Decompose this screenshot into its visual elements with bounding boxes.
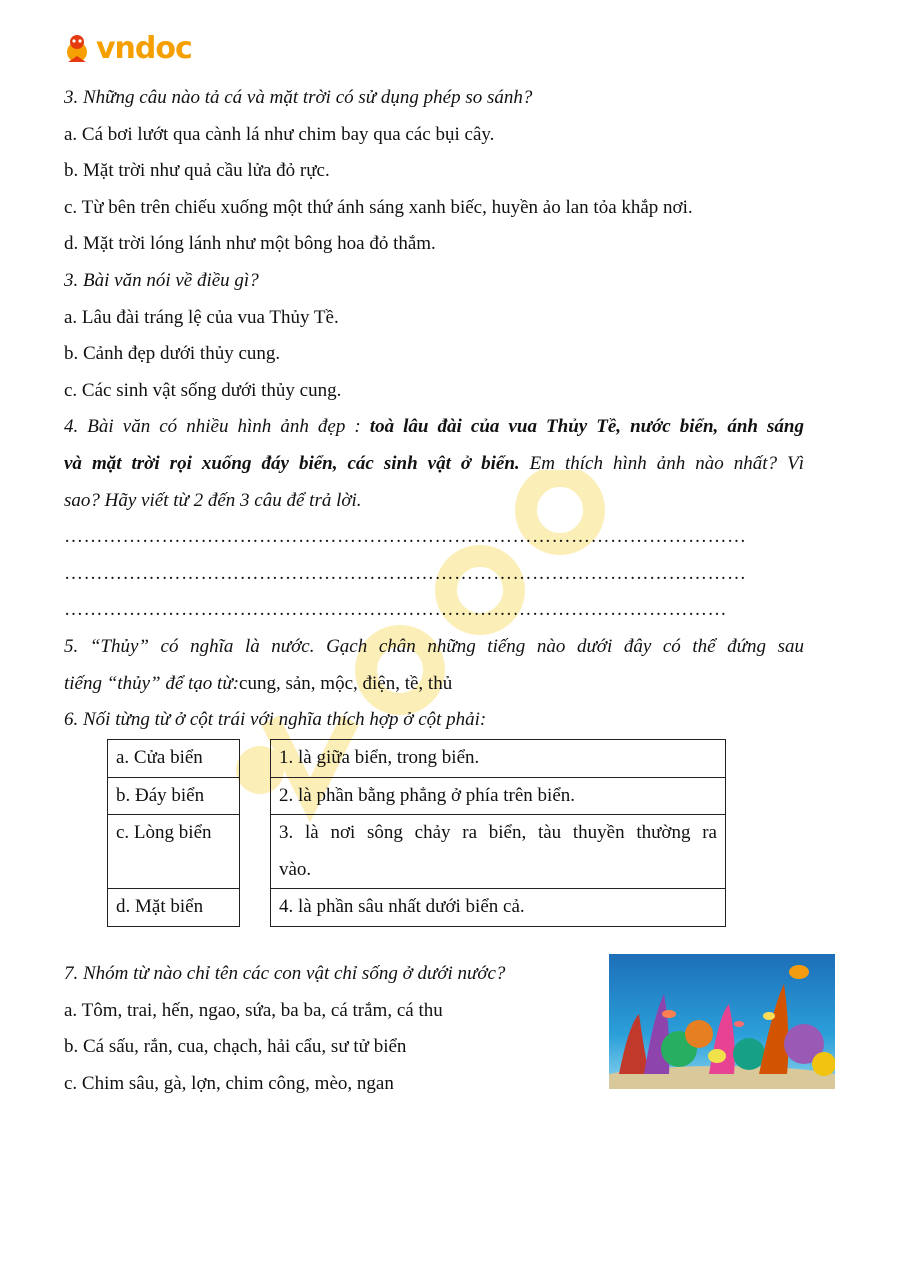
q4-bold-2: và mặt trời rọi xuống đáy biển, các sinh vật ở biển. xyxy=(64,452,520,474)
q7-question: 7. Nhóm từ nào chỉ tên các con vật chỉ sống ở dưới nước? xyxy=(64,963,506,984)
q5-line2 xyxy=(64,666,804,703)
right-item-3-line1: 3. là nơi sông chảy ra biển, tàu thuyền thường ra xyxy=(279,822,717,844)
match-left-column xyxy=(107,739,240,927)
q5-line1: 5. “Thủy” có nghĩa là nước. Gạch chân những tiếng nào dưới đây có thể đứng sau xyxy=(64,635,804,657)
answer-dots-3[interactable]: ………………………………………………………………………………………… xyxy=(64,599,727,621)
match-right-column xyxy=(270,739,726,927)
left-item-b[interactable]: b. Đáy biển xyxy=(108,777,240,815)
q3b-option-c: c. Các sinh vật sống dưới thủy cung. xyxy=(64,379,342,401)
right-item-4[interactable]: 4. là phần sâu nhất dưới biển cả. xyxy=(271,889,726,927)
q4-intro: 4. Bài văn có nhiều hình ảnh đẹp : xyxy=(64,416,370,438)
q4-bold-1: toà lâu đài của vua Thủy Tề, nước biển, ánh sáng xyxy=(369,416,804,438)
vndoc-logo[interactable] xyxy=(62,30,192,66)
left-item-d[interactable]: d. Mặt biển xyxy=(108,889,240,927)
q7-option-b: b. Cá sấu, rắn, cua, chạch, hải cẩu, sư tử biển xyxy=(64,1036,407,1058)
right-item-2[interactable]: 2. là phần bằng phẳng ở phía trên biển. xyxy=(271,777,726,815)
q3a-question: 3. Những câu nào tả cá và mặt trời có sử dụng phép so sánh? xyxy=(64,87,533,108)
q3a-option-d: d. Mặt trời lóng lánh như một bông hoa đỏ thắm. xyxy=(64,233,436,255)
q3b-option-b: b. Cảnh đẹp dưới thủy cung. xyxy=(64,343,281,365)
q3b-question: 3. Bài văn nói về điều gì? xyxy=(64,269,259,291)
q5-words: cung, sản, mộc, điện, tề, thủ xyxy=(239,672,453,694)
q4-line3: sao? Hãy viết từ 2 đến 3 câu để trả lời. xyxy=(64,489,362,511)
q3b-option-a: a. Lâu đài tráng lệ của vua Thủy Tề. xyxy=(64,306,339,328)
q3a-option-a: a. Cá bơi lướt qua cành lá như chim bay qua các bụi cây. xyxy=(64,123,495,145)
q4-line2 xyxy=(64,446,804,483)
mascot-icon xyxy=(62,32,92,64)
worksheet-body xyxy=(64,80,804,739)
coral-reef-image xyxy=(609,954,835,1089)
right-item-3[interactable] xyxy=(271,815,726,889)
left-item-a[interactable]: a. Cửa biển xyxy=(108,740,240,778)
q7-block xyxy=(64,956,604,1102)
answer-dots-1[interactable]: …………………………………………………………………………………………… xyxy=(64,526,747,548)
q4-line1 xyxy=(64,409,804,446)
right-item-3-line2: vào. xyxy=(279,858,312,880)
answer-dots-2[interactable]: …………………………………………………………………………………………… xyxy=(64,562,747,584)
q3a-option-b: b. Mặt trời như quả cầu lửa đỏ rực. xyxy=(64,160,330,182)
q3a-option-c: c. Từ bên trên chiếu xuống một thứ ánh sáng xanh biếc, huyền ảo lan tỏa khắp nơi. xyxy=(64,196,693,218)
q6-question: 6. Nối từng từ ở cột trái với nghĩa thích hợp ở cột phải: xyxy=(64,709,487,731)
logo-text: vndoc xyxy=(96,30,192,66)
q4-tail: Em thích hình ảnh nào nhất? Vì xyxy=(519,452,804,474)
q7-option-c: c. Chim sâu, gà, lợn, chim công, mèo, ngan xyxy=(64,1072,394,1094)
right-item-1[interactable]: 1. là giữa biển, trong biển. xyxy=(271,740,726,778)
q5-italic: tiếng “thủy” để tạo từ: xyxy=(64,672,240,694)
q7-option-a: a. Tôm, trai, hến, ngao, sứa, ba ba, cá trắm, cá thu xyxy=(64,999,443,1021)
left-item-c[interactable]: c. Lòng biển xyxy=(108,815,240,889)
